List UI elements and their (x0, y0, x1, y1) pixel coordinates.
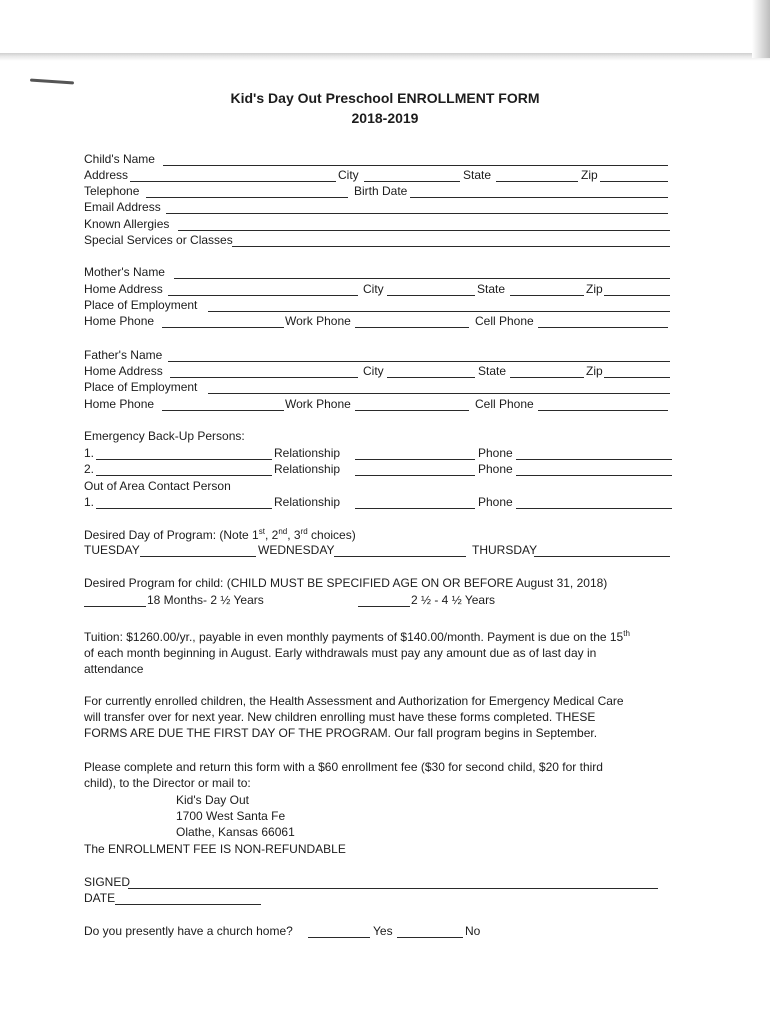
mailing-address-line-1: Kid's Day Out (176, 793, 249, 807)
sup-st: st (258, 527, 265, 536)
father-zip-field[interactable] (604, 364, 670, 378)
emergency-2-number: 2. (84, 462, 95, 476)
tuesday-label: TUESDAY (84, 543, 140, 557)
child-telephone-field[interactable] (146, 184, 348, 198)
child-address-label: Address (84, 168, 129, 182)
emergency-heading: Emergency Back-Up Persons: (84, 429, 245, 443)
child-city-field[interactable] (364, 168, 460, 182)
child-telephone-label: Telephone (84, 184, 140, 198)
sup-th: th (623, 629, 630, 638)
wednesday-field[interactable] (334, 543, 466, 557)
father-homephone-field[interactable] (162, 397, 284, 411)
mother-name-field[interactable] (174, 265, 670, 279)
mother-zip-label: Zip (586, 282, 603, 296)
desired-day-heading-end: choices) (307, 528, 356, 542)
out-of-area-name-field[interactable] (96, 495, 272, 509)
child-zip-label: Zip (581, 168, 598, 182)
church-no-label: No (465, 924, 481, 938)
mother-zip-field[interactable] (604, 282, 670, 296)
program-option-2-field[interactable] (358, 593, 410, 607)
signed-label: SIGNED (84, 875, 131, 889)
mailing-address-line-2: 1700 West Santa Fe (176, 809, 286, 823)
mother-state-field[interactable] (510, 282, 584, 296)
mother-address-label: Home Address (84, 282, 163, 296)
tuesday-field[interactable] (140, 543, 256, 557)
program-option-2-label: 2 ½ - 4 ½ Years (411, 593, 496, 607)
child-state-label: State (463, 168, 492, 182)
emergency-1-relationship-label: Relationship (274, 446, 341, 460)
child-special-label: Special Services or Classes (84, 233, 233, 247)
mother-state-label: State (477, 282, 506, 296)
mother-name-label: Mother's Name (84, 265, 165, 279)
scan-corner-shadow (752, 0, 770, 58)
date-field[interactable] (115, 891, 261, 905)
father-homephone-label: Home Phone (84, 397, 155, 411)
father-name-field[interactable] (168, 348, 670, 362)
mother-homephone-label: Home Phone (84, 314, 155, 328)
emergency-2-phone-field[interactable] (516, 462, 672, 476)
sup-nd: nd (278, 527, 288, 536)
emergency-1-phone-label: Phone (478, 446, 513, 460)
church-yes-label: Yes (373, 924, 393, 938)
return-line-2: child), to the Director or mail to: (84, 776, 251, 790)
health-line-3: FORMS ARE DUE THE FIRST DAY OF THE PROGRAM. Our fall program begins in September. (84, 726, 598, 740)
health-paragraph (84, 693, 684, 741)
child-address-field[interactable] (130, 168, 336, 182)
sup-rd: rd (300, 527, 308, 536)
father-city-label: City (363, 364, 384, 378)
tuition-paragraph (84, 626, 684, 677)
mother-cellphone-label: Cell Phone (475, 314, 534, 328)
child-name-field[interactable] (163, 152, 668, 166)
father-state-field[interactable] (510, 364, 584, 378)
child-allergies-label: Known Allergies (84, 217, 170, 231)
church-no-field[interactable] (397, 924, 463, 938)
thursday-field[interactable] (534, 543, 670, 557)
emergency-2-phone-label: Phone (478, 462, 513, 476)
desired-day-heading (84, 527, 356, 542)
thursday-label: THURSDAY (472, 543, 538, 557)
father-cellphone-label: Cell Phone (475, 397, 534, 411)
child-birthdate-label: Birth Date (354, 184, 408, 198)
out-of-area-number: 1. (84, 495, 95, 509)
mailing-address-line-3: Olathe, Kansas 66061 (176, 825, 295, 839)
scan-margin (0, 0, 770, 60)
child-city-label: City (338, 168, 359, 182)
father-workphone-field[interactable] (355, 397, 469, 411)
mother-cellphone-field[interactable] (538, 314, 668, 328)
child-birthdate-field[interactable] (410, 184, 668, 198)
program-heading: Desired Program for child: (CHILD MUST BE SPECIFIED AGE ON OR BEFORE August 31, 2018) (84, 576, 608, 590)
emergency-1-number: 1. (84, 446, 95, 460)
wednesday-label: WEDNESDAY (258, 543, 335, 557)
return-line-1: Please complete and return this form with a $60 enrollment fee ($30 for second child, $20 for third (84, 760, 603, 774)
out-of-area-phone-label: Phone (478, 495, 513, 509)
father-name-label: Father's Name (84, 348, 163, 362)
father-address-label: Home Address (84, 364, 163, 378)
desired-day-sep-2: , 3 (287, 528, 301, 542)
mother-employment-label: Place of Employment (84, 298, 198, 312)
child-special-field[interactable] (232, 233, 670, 247)
desired-day-heading-text: Desired Day of Program: (Note 1 (84, 528, 259, 542)
out-of-area-phone-field[interactable] (516, 495, 672, 509)
tuition-line-1 (84, 626, 684, 645)
return-paragraph (84, 759, 684, 791)
child-email-field[interactable] (166, 200, 668, 214)
mother-employment-field[interactable] (208, 298, 670, 312)
child-name-label: Child's Name (84, 152, 155, 166)
father-zip-label: Zip (586, 364, 603, 378)
mother-workphone-field[interactable] (355, 314, 469, 328)
out-of-area-relationship-label: Relationship (274, 495, 341, 509)
desired-day-sep-1: , 2 (264, 528, 279, 542)
emergency-2-name-field[interactable] (96, 462, 272, 476)
father-employment-field[interactable] (208, 380, 670, 394)
tuition-line-1-text: Tuition: $1260.00/yr., payable in even monthly payments of $140.00/month. Payment is due on the 15 (84, 630, 624, 644)
health-line-2: will transfer over for next year. New children enrolling must have these forms completed. THESE (84, 710, 596, 724)
child-state-field[interactable] (496, 168, 578, 182)
tuition-line-3: attendance (84, 662, 144, 676)
program-option-1-field[interactable] (84, 593, 146, 607)
form-title: Kid's Day Out Preschool ENROLLMENT FORM (230, 90, 540, 106)
mother-homephone-field[interactable] (162, 314, 284, 328)
date-label: DATE (84, 891, 116, 905)
out-of-area-heading: Out of Area Contact Person (84, 479, 231, 493)
father-state-label: State (478, 364, 507, 378)
child-email-label: Email Address (84, 200, 161, 214)
tuition-line-2: of each month beginning in August. Early withdrawals must pay any amount due as of last day in (84, 646, 597, 660)
father-workphone-label: Work Phone (285, 397, 351, 411)
child-allergies-field[interactable] (178, 217, 670, 231)
mother-city-label: City (363, 282, 384, 296)
father-employment-label: Place of Employment (84, 380, 198, 394)
signature-field[interactable] (128, 875, 658, 889)
out-of-area-relationship-field[interactable] (355, 495, 475, 509)
emergency-1-name-field[interactable] (96, 446, 272, 460)
program-option-1-label: 18 Months- 2 ½ Years (147, 593, 264, 607)
nonrefundable-notice: The ENROLLMENT FEE IS NON-REFUNDABLE (84, 842, 346, 856)
emergency-2-relationship-label: Relationship (274, 462, 341, 476)
child-zip-field[interactable] (600, 168, 668, 182)
church-yes-field[interactable] (308, 924, 370, 938)
mother-address-field[interactable] (168, 282, 358, 296)
emergency-1-relationship-field[interactable] (355, 446, 475, 460)
emergency-2-relationship-field[interactable] (355, 462, 475, 476)
father-cellphone-field[interactable] (538, 397, 668, 411)
mother-workphone-label: Work Phone (285, 314, 351, 328)
church-question: Do you presently have a church home? (84, 924, 293, 938)
emergency-1-phone-field[interactable] (516, 446, 672, 460)
health-line-1: For currently enrolled children, the Health Assessment and Authorization for Emergency Medical Care (84, 694, 624, 708)
form-year: 2018-2019 (351, 110, 419, 126)
mother-city-field[interactable] (387, 282, 475, 296)
father-address-field[interactable] (170, 364, 358, 378)
father-city-field[interactable] (387, 364, 475, 378)
mailing-address (176, 792, 295, 840)
enrollment-form-page (0, 60, 770, 1024)
